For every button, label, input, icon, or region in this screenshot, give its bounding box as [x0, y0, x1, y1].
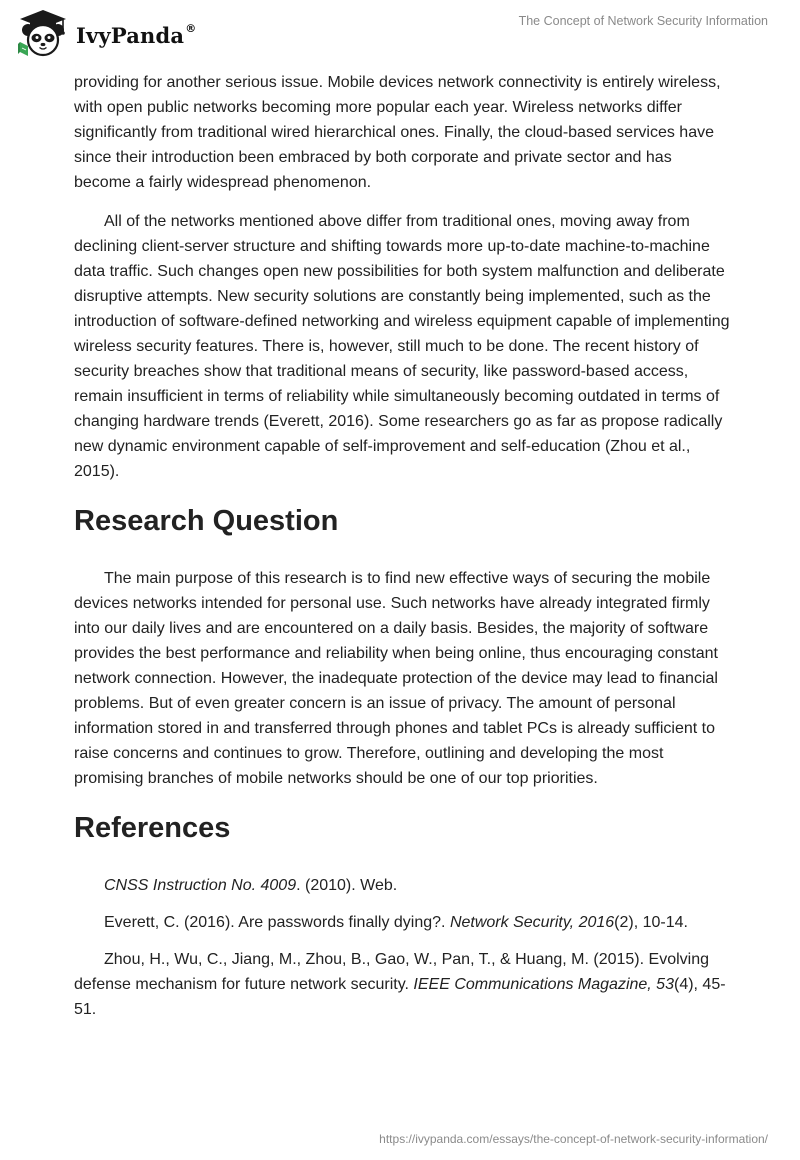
document-title: The Concept of Network Security Information: [518, 14, 768, 28]
ivypanda-logo[interactable]: [14, 8, 196, 60]
logo-wordmark: IvyPanda®: [76, 21, 197, 48]
reference-item-3: Zhou, H., Wu, C., Jiang, M., Zhou, B., Gao, W., Pan, T., & Huang, M. (2015). Evolving defense mechanism for future network security. IEEE Communications Magazine, 53(4), 45-51.: [74, 951, 726, 1018]
page-header: [0, 0, 800, 70]
panda-graduate-icon: [14, 8, 72, 60]
research-question-paragraph: The main purpose of this research is to find new effective ways of securing the mobile devices networks intended for personal use. Such networks have already integrated firmly into our daily lives and are encountered on a daily basis. Besides, the majority of software provides the best performance and reliability when being online, thus encouraging constant network connection. However, the inadequate protection of the device may lead to financial problems. But of even greater concern is an issue of privacy. The amount of personal information stored in and transferred through phones and tablet PCs is already sufficient to raise concerns and continues to grow. Therefore, outlining and developing the most promising branches of mobile networks should be one of our top priorities.: [74, 570, 718, 787]
references-heading: References: [74, 812, 231, 844]
body-paragraph-2: All of the networks mentioned above differ from traditional ones, moving away from declining client-server structure and shifting towards more up-to-date machine-to-machine data traffic. Such changes open new possibilities for both system malfunction and deliberate disruptive attempts. New security solutions are constantly being implemented, such as the introduction of software-defined networking and wireless equipment capable of implementing wireless security features. There is, however, still much to be done. The recent history of security breaches show that traditional means of security, like password-based access, remain insufficient in terms of reliability while simultaneously becoming outdated in terms of changing hardware trends (Everett, 2016). Some researchers go as far as propose radically new dynamic environment capable of self-improvement and self-education (Zhou et al., 2015).: [74, 213, 730, 480]
research-question-heading: Research Question: [74, 505, 339, 537]
essay-content: [74, 70, 730, 1034]
reference-title: CNSS Instruction No. 4009: [104, 877, 297, 894]
registered-mark: ®: [185, 21, 197, 35]
reference-item-2: Everett, C. (2016). Are passwords finally dying?. Network Security, 2016(2), 10-14.: [104, 914, 688, 931]
source-url-link[interactable]: https://ivypanda.com/essays/the-concept-of-network-security-information/: [379, 1132, 768, 1146]
reference-item-1: CNSS Instruction No. 4009. (2010). Web.: [104, 877, 398, 894]
reference-title: IEEE Communications Magazine, 53: [413, 976, 674, 993]
reference-title: Network Security, 2016: [449, 914, 615, 931]
body-paragraph-1: providing for another serious issue. Mobile devices network connectivity is entirely wireless, with open public networks becoming more popular each year. Wireless networks differ significantly from traditional wired hierarchical ones. Finally, the cloud-based services have since their introduction been embraced by both corporate and private sector and has become a fairly widespread phenomenon.: [74, 74, 721, 191]
